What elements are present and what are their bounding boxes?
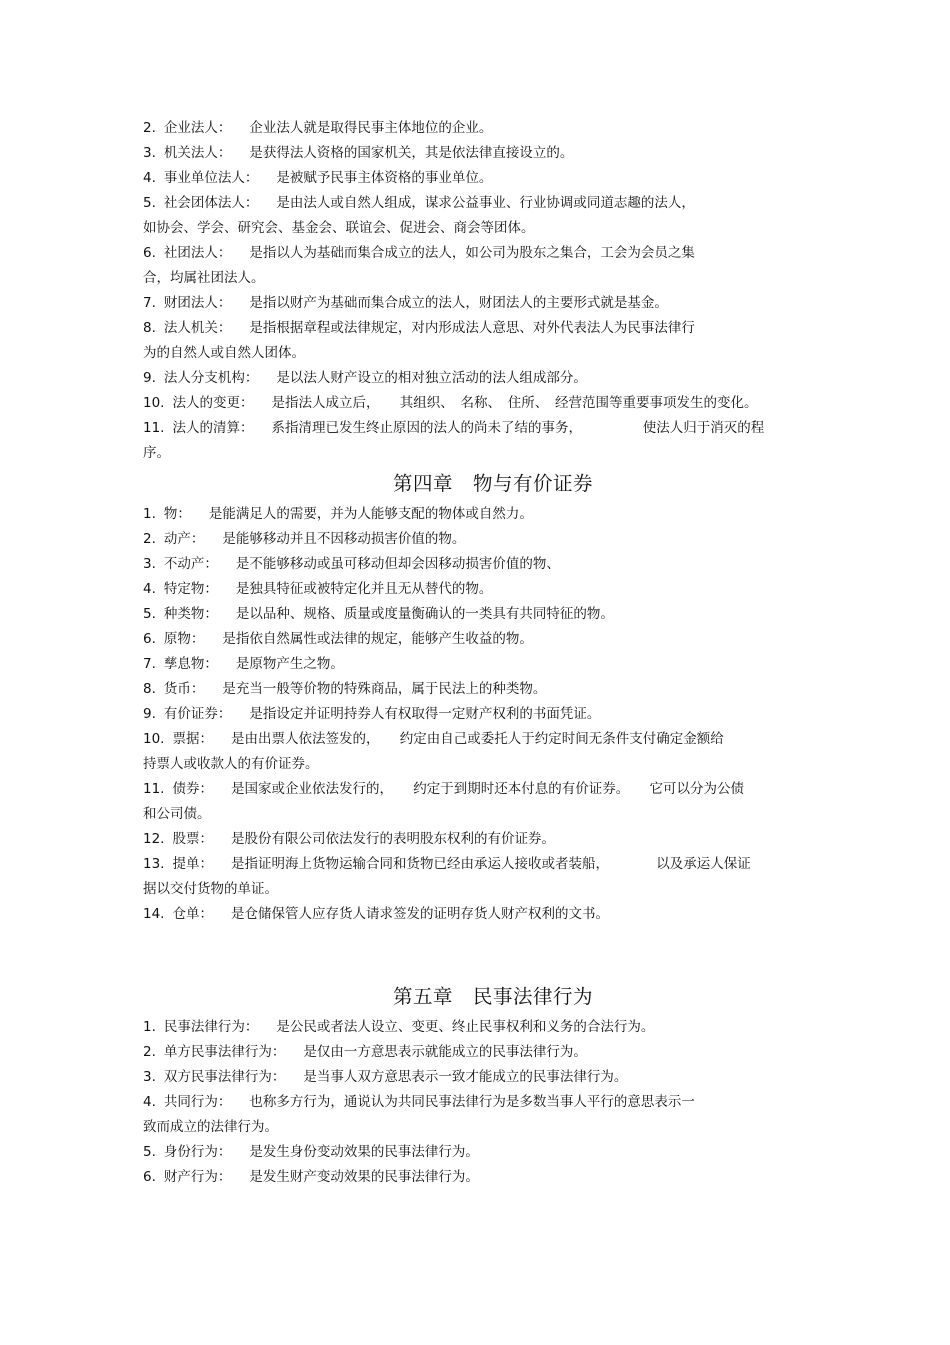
item-term: 民事法律行为： xyxy=(163,1019,259,1035)
list-item xyxy=(143,527,803,552)
item-term: 种类物： xyxy=(163,606,218,622)
item-term: 财团法人： xyxy=(163,295,232,311)
list-item xyxy=(143,552,803,577)
item-definition: 是能够移动并且不因移动损害价值的物。 xyxy=(222,531,466,547)
item-continuation: 据以交付货物的单证。 xyxy=(143,881,278,897)
item-number: 6. xyxy=(143,1169,156,1185)
list-item xyxy=(143,366,803,391)
item-definition: 是当事人双方意思表示一致才能成立的民事法律行为。 xyxy=(303,1069,628,1085)
list-item xyxy=(143,902,803,927)
list-item xyxy=(143,577,803,602)
list-item xyxy=(143,116,803,141)
item-term: 原物： xyxy=(163,631,205,647)
item-number: 2. xyxy=(143,120,156,136)
item-term: 法人分支机构： xyxy=(163,370,259,386)
item-definition: 是指以财产为基础而集合成立的法人，财团法人的主要形式就是基金。 xyxy=(249,295,668,311)
item-term: 货币： xyxy=(163,681,205,697)
list-item xyxy=(143,727,803,752)
item-definition: 是指依自然属性或法律的规定，能够产生收益的物。 xyxy=(222,631,533,647)
item-term: 法人机关： xyxy=(163,320,232,336)
item-term: 共同行为： xyxy=(163,1094,232,1110)
item-number: 5. xyxy=(143,1144,156,1160)
item-definition: 是以法人财产设立的相对独立活动的法人组成部分。 xyxy=(276,370,587,386)
list-item xyxy=(143,627,803,652)
item-term: 票据： xyxy=(172,731,213,747)
item-definition: 是发生身份变动效果的民事法律行为。 xyxy=(249,1144,479,1160)
list-item xyxy=(143,1165,803,1190)
list-item xyxy=(143,852,803,877)
list-item xyxy=(143,316,803,341)
item-definition: 是仅由一方意思表示就能成立的民事法律行为。 xyxy=(303,1044,587,1060)
item-term: 股票： xyxy=(172,831,213,847)
item-continuation: 持票人或收款人的有价证券。 xyxy=(143,756,319,772)
item-term: 孳息物： xyxy=(163,656,218,672)
item-term: 社团法人： xyxy=(163,245,232,261)
chapter4-list xyxy=(143,502,803,927)
item-term: 机关法人： xyxy=(163,145,232,161)
item-term: 事业单位法人： xyxy=(163,170,259,186)
item-number: 9. xyxy=(143,370,156,386)
item-number: 11. xyxy=(143,781,165,797)
item-number: 2. xyxy=(143,531,156,547)
item-definition: 是股份有限公司依法发行的表明股东权利的有价证券。 xyxy=(230,831,555,847)
item-term: 双方民事法律行为： xyxy=(163,1069,286,1085)
item-number: 10. xyxy=(143,731,165,747)
item-definition: 是原物产生之物。 xyxy=(235,656,344,672)
item-continuation: 致而成立的法律行为。 xyxy=(143,1119,278,1135)
item-term: 提单： xyxy=(172,856,213,872)
item-number: 8. xyxy=(143,320,156,336)
item-definition: 是指以人为基础而集合成立的法人，如公司为股东之集合，工会为会员之集 xyxy=(249,245,695,261)
list-item xyxy=(143,391,803,416)
item-definition: 是仓储保管人应存货人请求签发的证明存货人财产权利的文书。 xyxy=(230,906,609,922)
list-item xyxy=(143,416,803,441)
item-number: 4. xyxy=(143,581,156,597)
item-term: 社会团体法人： xyxy=(163,195,259,211)
item-definition: 是指证明海上货物运输合同和货物已经由承运人接收或者装船， 以及承运人保证 xyxy=(230,856,751,872)
item-definition: 企业法人就是取得民事主体地位的企业。 xyxy=(249,120,493,136)
list-item xyxy=(143,191,803,216)
item-definition: 也称多方行为，通说认为共同民事法律行为是多数当事人平行的意思表示一 xyxy=(249,1094,695,1110)
list-item xyxy=(143,241,803,266)
item-term: 企业法人： xyxy=(163,120,232,136)
item-definition: 是不能够移动或虽可移动但却会因移动损害价值的物、 xyxy=(235,556,560,572)
item-definition: 是发生财产变动效果的民事法律行为。 xyxy=(249,1169,479,1185)
list-item xyxy=(143,652,803,677)
item-continuation: 序。 xyxy=(143,445,170,461)
item-number: 8. xyxy=(143,681,156,697)
item-term: 仓单： xyxy=(172,906,213,922)
list-item xyxy=(143,702,803,727)
item-term: 特定物： xyxy=(163,581,218,597)
item-number: 3. xyxy=(143,1069,156,1085)
item-definition: 是获得法人资格的国家机关，其是依法律直接设立的。 xyxy=(249,145,574,161)
list-item xyxy=(143,1040,803,1065)
item-term: 动产： xyxy=(163,531,205,547)
list-item xyxy=(143,1015,803,1040)
item-term: 单方民事法律行为： xyxy=(163,1044,286,1060)
document-body xyxy=(143,116,803,1190)
item-continuation: 和公司债。 xyxy=(143,806,211,822)
item-number: 1. xyxy=(143,506,156,522)
chapter3-list xyxy=(143,116,803,466)
item-number: 7. xyxy=(143,656,156,672)
item-number: 4. xyxy=(143,170,156,186)
item-definition: 是以品种、规格、质量或度量衡确认的一类具有共同特征的物。 xyxy=(235,606,614,622)
item-number: 5. xyxy=(143,195,156,211)
item-number: 13. xyxy=(143,856,165,872)
item-term: 法人的变更： xyxy=(172,395,254,411)
item-definition: 系指清理已发生终止原因的法人的尚未了结的事务， 使法人归于消灭的程 xyxy=(271,420,765,436)
list-item xyxy=(143,827,803,852)
item-definition: 是由出票人依法签发的， 约定由自己或委托人于约定时间无条件支付确定金额给 xyxy=(230,731,724,747)
item-term: 有价证券： xyxy=(163,706,232,722)
item-definition: 是指设定并证明持券人有权取得一定财产权利的书面凭证。 xyxy=(249,706,601,722)
item-term: 财产行为： xyxy=(163,1169,232,1185)
list-item xyxy=(143,602,803,627)
item-definition: 是国家或企业依法发行的， 约定于到期时还本付息的有价证券。 它可以分为公债 xyxy=(230,781,744,797)
item-number: 1. xyxy=(143,1019,156,1035)
item-definition: 是由法人或自然人组成，谋求公益事业、行业协调或同道志趣的法人， xyxy=(276,195,695,211)
list-item xyxy=(143,1065,803,1090)
list-item xyxy=(143,677,803,702)
item-definition: 是独具特征或被特定化并且无从替代的物。 xyxy=(235,581,493,597)
item-number: 2. xyxy=(143,1044,156,1060)
item-number: 4. xyxy=(143,1094,156,1110)
list-item xyxy=(143,1140,803,1165)
item-number: 10. xyxy=(143,395,165,411)
list-item xyxy=(143,166,803,191)
list-item xyxy=(143,502,803,527)
item-continuation: 如协会、学会、研究会、基金会、联谊会、促进会、商会等团体。 xyxy=(143,220,535,236)
item-number: 6. xyxy=(143,631,156,647)
list-item xyxy=(143,291,803,316)
item-number: 5. xyxy=(143,606,156,622)
item-term: 债券： xyxy=(172,781,213,797)
item-definition: 是公民或者法人设立、变更、终止民事权利和义务的合法行为。 xyxy=(276,1019,655,1035)
item-definition: 是指根据章程或法律规定，对内形成法人意思、对外代表法人为民事法律行 xyxy=(249,320,695,336)
item-number: 7. xyxy=(143,295,156,311)
item-definition: 是能满足人的需要，并为人能够支配的物体或自然力。 xyxy=(208,506,533,522)
list-item xyxy=(143,141,803,166)
item-continuation: 为的自然人或自然人团体。 xyxy=(143,345,305,361)
item-number: 12. xyxy=(143,831,165,847)
chapter5-list xyxy=(143,1015,803,1190)
list-item xyxy=(143,1090,803,1115)
item-number: 14. xyxy=(143,906,165,922)
item-term: 不动产： xyxy=(163,556,218,572)
item-continuation: 合，均属社团法人。 xyxy=(143,270,265,286)
list-item xyxy=(143,777,803,802)
item-definition: 是被赋予民事主体资格的事业单位。 xyxy=(276,170,493,186)
item-number: 3. xyxy=(143,556,156,572)
item-number: 6. xyxy=(143,245,156,261)
item-number: 9. xyxy=(143,706,156,722)
item-definition: 是充当一般等价物的特殊商品，属于民法上的种类物。 xyxy=(222,681,547,697)
chapter-heading: 第五章 民事法律行为 xyxy=(392,985,593,1008)
item-number: 3. xyxy=(143,145,156,161)
item-number: 11. xyxy=(143,420,165,436)
item-term: 身份行为： xyxy=(163,1144,232,1160)
item-term: 物： xyxy=(163,506,191,522)
chapter-heading: 第四章 物与有价证券 xyxy=(392,472,593,495)
item-term: 法人的清算： xyxy=(172,420,254,436)
item-definition: 是指法人成立后， 其组织、 名称、 住所、 经营范围等重要事项发生的变化。 xyxy=(271,395,758,411)
